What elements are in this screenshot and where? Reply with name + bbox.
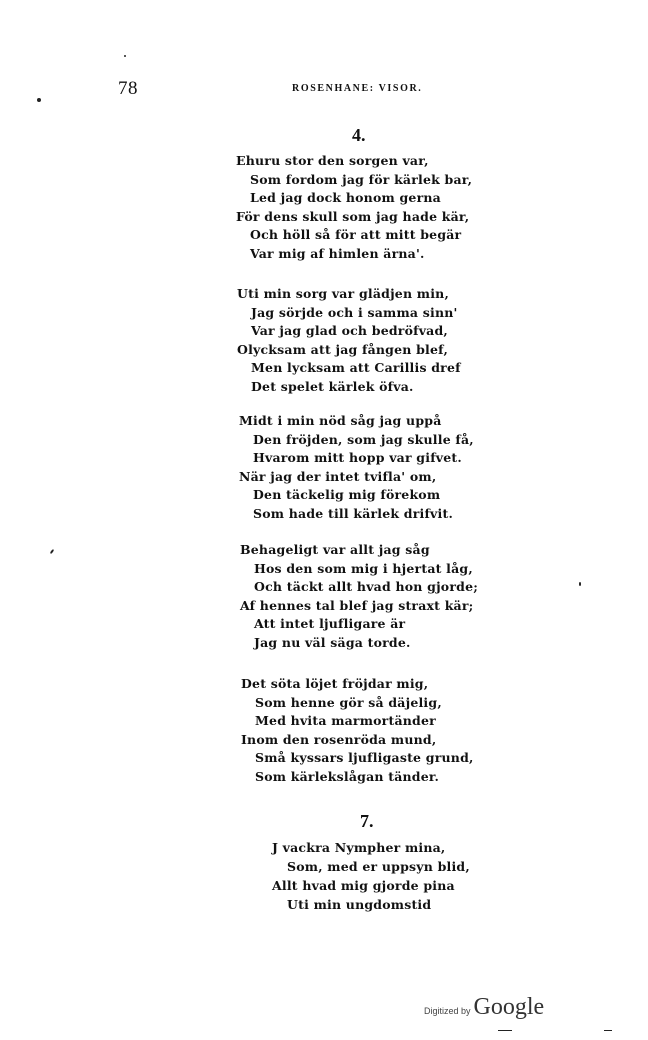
verse-line: Men lycksam att Carillis dref [251,360,461,376]
verse-line: Som kärlekslågan tänder. [255,769,440,784]
verse-line: Hos den som mig i hjertat låg, [254,560,473,576]
poem-number: 7. [360,811,374,831]
verse-line: Och höll så för att mitt begär [250,227,462,243]
verse-line: För dens skull som jag hade kär, [236,208,470,224]
scan-speck [579,582,581,586]
verse-line: Jag sörjde och i samma sinn' [251,304,458,320]
verse-line: Uti min ungdomstid [287,897,432,912]
verse-line: Ehuru stor den sorgen var, [236,153,429,168]
scan-speck [604,1030,612,1031]
verse-line: Uti min sorg var glädjen min, [237,286,450,301]
verse-line: Den fröjden, som jag skulle få, [253,431,474,447]
verse-line: J vackra Nympher mina, [272,840,446,855]
verse-line: Den täckelig mig förekom [253,487,441,503]
scan-speck [498,1030,512,1031]
verse-line: Att intet ljufligare är [254,616,406,632]
verse-line: Små kyssars ljufligaste grund, [255,750,474,766]
verse-line: Det söta löjet fröjdar mig, [241,676,429,691]
verse-line: Det spelet kärlek öfva. [251,379,414,394]
digitized-label: Digitized by [424,1006,471,1016]
verse-line: Var jag glad och bedröfvad, [251,323,448,339]
verse-line: Af hennes tal blef jag straxt kär; [240,597,474,613]
verse-line: Midt i min nöd såg jag uppå [239,413,442,428]
verse-line: Och täckt allt hvad hon gjorde; [254,579,479,595]
scan-speck [124,55,126,57]
verse-line: Med hvita marmortänder [255,713,436,729]
running-head: ROSENHANE: VISOR. [292,83,423,94]
verse-line: När jag der intet tvifla' om, [239,468,437,484]
poem-number: 4. [352,125,366,145]
verse-line: Olycksam att jag fången blef, [237,341,448,357]
scan-speck [50,549,55,554]
verse-line: Som hade till kärlek drifvit. [253,506,453,521]
verse-line: Som, med er uppsyn blid, [287,859,470,874]
page-number: 78 [118,78,138,99]
verse-line: Jag nu väl säga torde. [254,635,411,650]
verse-line: Led jag dock honom gerna [250,190,441,206]
verse-line: Hvarom mitt hopp var gifvet. [253,450,462,466]
verse-line: Som fordom jag för kärlek bar, [250,171,473,187]
scan-speck [37,98,41,102]
verse-line: Behageligt var allt jag såg [240,542,430,557]
verse-line: Som henne gör så däjelig, [255,694,442,710]
verse-line: Allt hvad mig gjorde pina [272,878,455,893]
digitized-credit [424,994,544,1021]
verse-line: Var mig af himlen ärna'. [250,246,425,261]
verse-line: Inom den rosenröda mund, [241,731,437,747]
google-logo: Google [473,994,545,1020]
